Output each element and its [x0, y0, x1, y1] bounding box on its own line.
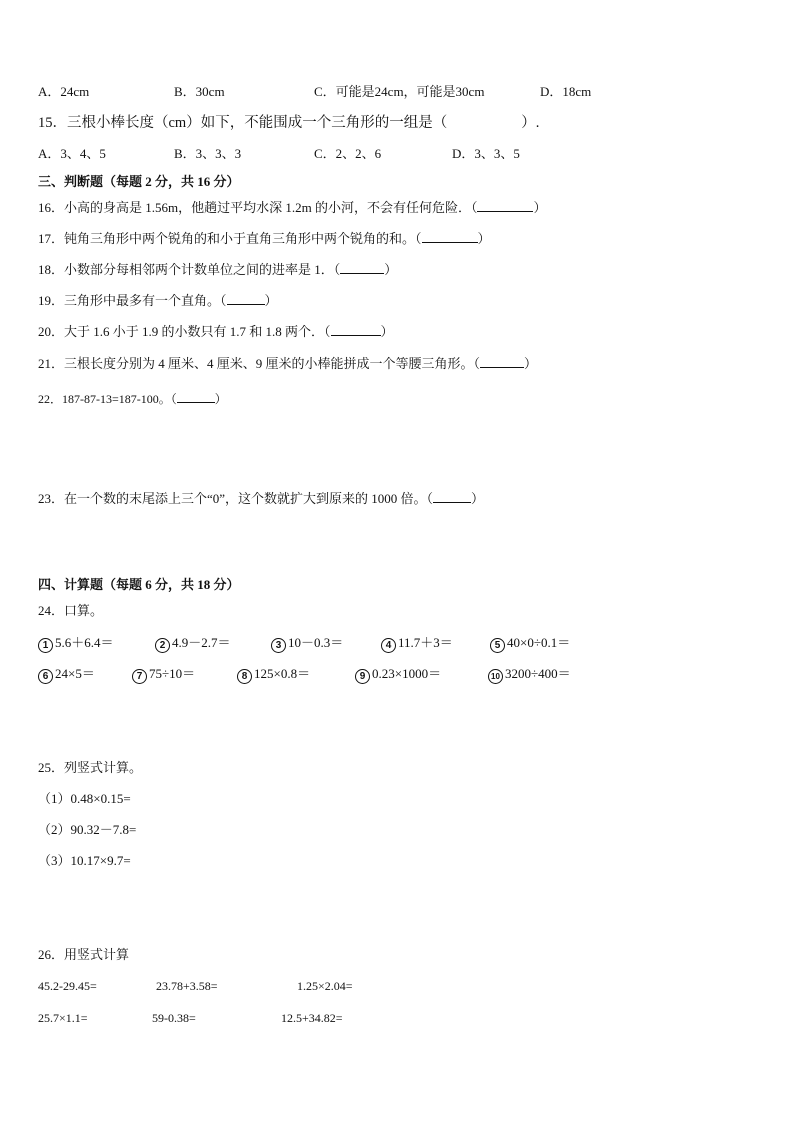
q14-option-b: B．30cm	[174, 84, 225, 99]
q24-item-5	[490, 635, 570, 653]
q25-item-1: （1）0.48×0.15=	[38, 791, 131, 806]
q15-option-c: C．2、2、6	[314, 146, 382, 161]
q19-close: ）	[264, 293, 278, 308]
circled-number: 2	[155, 638, 170, 653]
q26-row2-item-2: 59-0.38=	[152, 1011, 196, 1025]
q18-answer-blank[interactable]	[340, 261, 384, 274]
q17-text: 17．钝角三角形中两个锐角的和小于直角三角形中两个锐角的和。（	[38, 231, 422, 246]
q26-row1-item-2: 23.78+3.58=	[156, 979, 218, 993]
circled-number: 7	[132, 669, 147, 684]
section-3-title: 三、判断题（每题 2 分，共 16 分）	[38, 174, 240, 189]
q24-item-7	[132, 666, 195, 684]
q21-answer-blank[interactable]	[480, 355, 524, 368]
q21	[38, 355, 537, 372]
circled-number: 8	[237, 669, 252, 684]
q16-close: ）	[533, 200, 547, 215]
q23-text: 23．在一个数的末尾添上三个“0”，这个数就扩大到原来的 1000 倍。（	[38, 491, 434, 506]
q17-close: ）	[477, 231, 491, 246]
q15-question	[38, 115, 539, 131]
circled-number: 10	[488, 669, 503, 684]
q26-row2-item-1: 25.7×1.1=	[38, 1011, 88, 1025]
q15-stem: 15．三根小棒长度（cm）如下，不能围成一个三角形的一组是（	[38, 115, 448, 131]
q24-item-2	[155, 635, 231, 653]
circled-number: 6	[38, 669, 53, 684]
q14-option-a: A．24cm	[38, 84, 90, 99]
q22	[38, 390, 227, 407]
q25-stem: 25．列竖式计算。	[38, 760, 143, 775]
q21-text: 21．三根长度分别为 4 厘米、4 厘米、9 厘米的小棒能拼成一个等腰三角形。（	[38, 356, 481, 371]
q24-expr: 10－0.3＝	[288, 635, 344, 650]
q18-close: ）	[384, 262, 398, 277]
q26-row1-item-1: 45.2-29.45=	[38, 979, 97, 993]
q15-option-b: B．3、3、3	[174, 146, 242, 161]
circled-number: 9	[355, 669, 370, 684]
q25-item-2: （2）90.32－7.8=	[38, 822, 137, 837]
q25-item-3: （3）10.17×9.7=	[38, 853, 131, 868]
q24-item-3	[271, 635, 343, 653]
q24-expr: 11.7＋3＝	[398, 635, 453, 650]
circled-number: 1	[38, 638, 53, 653]
q24-expr: 24×5＝	[55, 666, 95, 681]
q23-close: ）	[471, 491, 485, 506]
q16-answer-blank[interactable]	[477, 199, 533, 212]
q19-text: 19．三角形中最多有一个直角。（	[38, 293, 227, 308]
q20-close: ）	[380, 324, 394, 339]
q15-option-d: D．3、3、5	[452, 146, 520, 161]
q24-item-8	[237, 666, 310, 684]
circled-number: 5	[490, 638, 505, 653]
q15-close: ）.	[521, 115, 540, 131]
q24-item-6	[38, 666, 95, 684]
q19-answer-blank[interactable]	[227, 292, 265, 305]
q26-row1-item-3: 1.25×2.04=	[297, 979, 353, 993]
q26-row2-item-3: 12.5+34.82=	[281, 1011, 343, 1025]
q17	[38, 230, 491, 247]
q24-item-4	[381, 635, 453, 653]
q24-item-9	[355, 666, 441, 684]
q20	[38, 323, 394, 340]
circled-number: 3	[271, 638, 286, 653]
q24-expr: 0.23×1000＝	[372, 666, 442, 681]
q24-expr: 40×0÷0.1＝	[507, 635, 571, 650]
q16	[38, 199, 547, 216]
q24-expr: 4.9－2.7＝	[172, 635, 231, 650]
q24-expr: 75÷10＝	[149, 666, 196, 681]
q20-text: 20．大于 1.6 小于 1.9 的小数只有 1.7 和 1.8 两个．（	[38, 324, 331, 339]
q24-expr: 125×0.8＝	[254, 666, 311, 681]
q19	[38, 292, 278, 309]
q18-text: 18．小数部分每相邻两个计数单位之间的进率是 1．（	[38, 262, 341, 277]
q24-stem: 24．口算。	[38, 603, 104, 618]
q18	[38, 261, 397, 278]
section-4-title: 四、计算题（每题 6 分，共 18 分）	[38, 577, 240, 592]
q14-option-c: C．可能是24cm，可能是30cm	[314, 84, 485, 99]
q23	[38, 490, 484, 507]
circled-number: 4	[381, 638, 396, 653]
q24-item-1	[38, 635, 114, 653]
q24-expr: 5.6＋6.4＝	[55, 635, 114, 650]
q24-expr: 3200÷400＝	[505, 666, 571, 681]
q22-answer-blank[interactable]	[177, 390, 215, 403]
q17-answer-blank[interactable]	[422, 230, 478, 243]
q20-answer-blank[interactable]	[331, 323, 381, 336]
q26-stem: 26．用竖式计算	[38, 947, 130, 962]
q14-option-d: D．18cm	[540, 84, 592, 99]
q16-text: 16．小高的身高是 1.56m，他趟过平均水深 1.2m 的小河，不会有任何危险．（	[38, 200, 478, 215]
q22-close: ）	[214, 392, 227, 406]
q15-option-a: A．3、4、5	[38, 146, 106, 161]
q24-item-10	[488, 666, 571, 684]
q22-text: 22．187-87-13=187-100。（	[38, 392, 177, 406]
q21-close: ）	[524, 356, 538, 371]
q23-answer-blank[interactable]	[433, 490, 471, 503]
